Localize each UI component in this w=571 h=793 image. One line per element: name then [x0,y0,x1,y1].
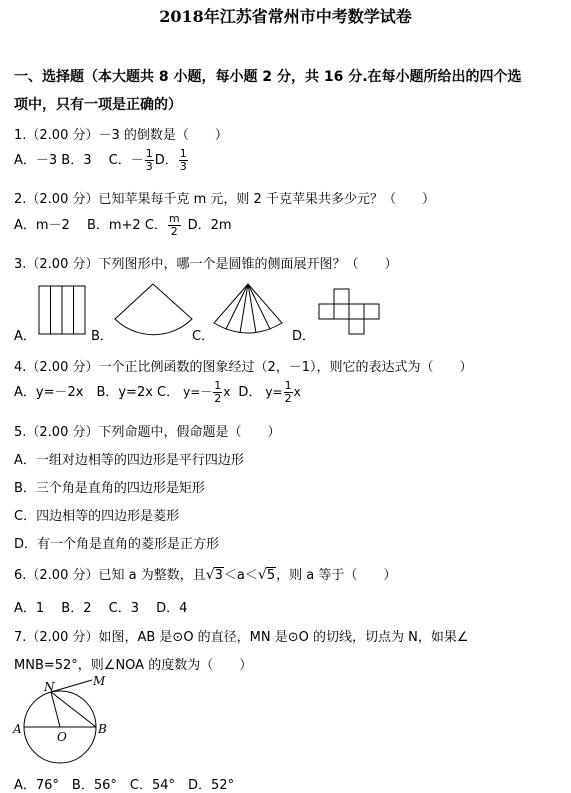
q3-label-d: D． [292,329,316,344]
q3-label-b: B． [91,329,113,344]
q7-label-b: B [98,722,107,736]
q7-label-o: O [57,730,67,744]
q6-radicand-1: 3 [214,568,223,583]
q3-figure-c-cone-pyramid [212,283,284,339]
q3-stem: 3.（2.00 分）下列图形中，哪一个是圆锥的侧面展开图？（ ） [14,257,398,272]
q4-option-d-label: D． [238,385,262,400]
q2-stem: 2.（2.00 分）已知苹果每千克 m 元，则 2 千克苹果共多少元？（ ） [14,192,435,207]
q3-label-a: A． [14,329,36,344]
q1-options-prefix: A．－3 B．3 C．－ [14,153,144,168]
q3-figure-d-net [318,288,384,336]
q6-radicand-2: 5 [266,568,276,583]
q5-option-a: A．一组对边相等的四边形是平行四边形 [14,453,244,468]
q1-options [14,148,189,173]
q5-option-c: C．四边相等的四边形是菱形 [14,509,180,524]
q4-option-c-fraction: $\frac{1}{2}$ [214,379,222,405]
q4-options: A．y=－2x B．y=2x C． y=－ $\frac{1}{2}$ x D． y= $\frac{1}{2}$ x [14,379,301,405]
q3-figure-b-sector [112,283,196,339]
q1-option-c-fraction: $\frac{1}{3}$ [145,147,153,173]
section-heading-line2: 项中，只有一项是正确的） [14,97,182,113]
q7-stem-line2: MNB=52°，则∠NOA 的度数为（ ） [14,658,253,673]
q7-label-a: A [13,722,22,736]
q6-stem: 6.（2.00 分）已知 a 为整数，且√3＜a＜√5，则 a 等于（ ） [14,567,397,583]
page-title: 2018年江苏省常州市中考数学试卷 [159,7,412,26]
q7-options: A．76° B．56° C．54° D．52° [14,778,235,793]
q5-option-d: D．有一个角是直角的菱形是正方形 [14,537,220,552]
section-heading-line1: 一、选择题（本大题共 8 小题，每小题 2 分，共 16 分.在每小题所给出的四个选 [14,69,522,85]
q6-options: A．1 B．2 C．3 D．4 [14,601,188,616]
q1-stem: 1.（2.00 分）－3 的倒数是（ ） [14,128,228,143]
q1-option-d-label: D． [154,153,178,168]
q7-label-m: M [93,674,106,688]
q2-option-c-fraction: $\frac{m}{2}$ [168,212,180,238]
q5-option-b: B．三个角是直角的四边形是矩形 [14,481,205,496]
q5-stem: 5.（2.00 分）下列命题中，假命题是（ ） [14,425,281,440]
q4-stem: 4.（2.00 分）一个正比例函数的图象经过（2，－1），则它的表达式为（ ） [14,360,473,375]
q4-options-prefix: A．y=－2x B．y=2x C． [14,385,180,400]
q2-option-d: D．2m [187,218,232,233]
q3-label-c: C． [192,329,215,344]
q4-option-d-fraction: $\frac{1}{2}$ [284,379,292,405]
q7-stem-line1: 7.（2.00 分）如图，AB 是⊙O 的直径，MN 是⊙O 的切线，切点为 N，如果∠ [14,630,469,645]
q2-options [14,213,232,238]
q3-figure-a-rectangles [38,285,88,337]
q7-figure-circle [20,676,110,756]
q2-options-prefix: A．m－2 B．m+2 C． [14,218,167,233]
q1-option-d-fraction: $\frac{1}{3}$ [179,147,187,173]
q7-label-n: N [44,680,55,694]
